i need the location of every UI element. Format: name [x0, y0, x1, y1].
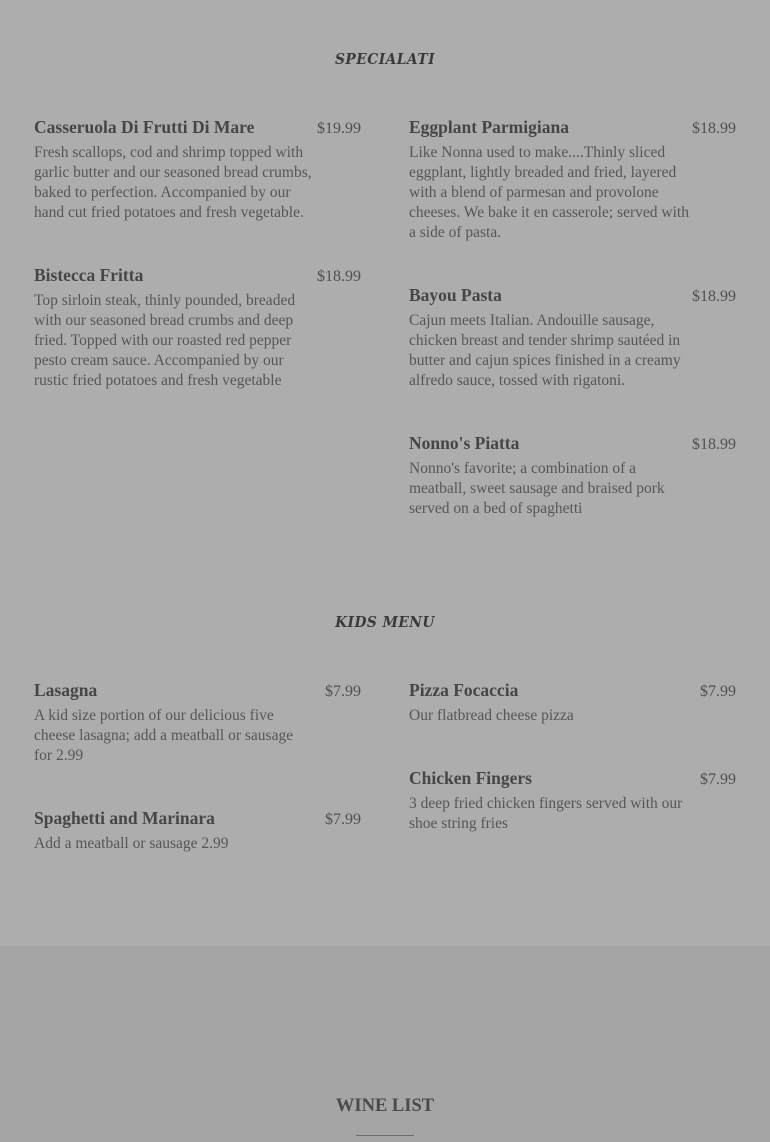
- menu-item-description: Top sirloin steak, thinly pounded, breaded with our seasoned bread crumbs and deep fried. Topped with our roasted red pepper pesto cream sauce. Accompanied by our rustic fried potatoes and fresh vegetable: [34, 292, 296, 389]
- menu-item-name: Nonno's Piatta: [409, 433, 520, 453]
- menu-item-name: Eggplant Parmigiana: [409, 117, 569, 137]
- menu-item-name: Pizza Focaccia: [409, 680, 519, 700]
- menu-item-price: $7.99: [325, 683, 361, 700]
- menu-item-price: $7.99: [700, 683, 736, 700]
- wine-list-title: WINE LIST: [335, 1096, 435, 1116]
- kids-menu-title: KIDS MENU: [335, 613, 435, 631]
- menu-item-description: A kid size portion of our delicious five cheese lasagna; add a meatball or sausage for 2.99: [34, 707, 294, 764]
- menu-item-description: 3 deep fried chicken fingers served with our shoe string fries: [409, 795, 683, 832]
- menu-item-name: Spaghetti and Marinara: [34, 808, 215, 828]
- menu-item-name: Casseruola Di Frutti Di Mare: [34, 117, 255, 137]
- menu-item: [34, 265, 361, 391]
- menu-item: [34, 680, 361, 766]
- kids-menu-left-column: [34, 680, 361, 896]
- menu-item-price: $19.99: [317, 120, 361, 137]
- menu-item-price: $7.99: [325, 811, 361, 828]
- menu-item-description: Nonno's favorite; a combination of a meatball, sweet sausage and braised pork served on a bed of spaghetti: [409, 460, 665, 517]
- wine-list-section: [0, 946, 770, 1142]
- menu-item-description: Our flatbread cheese pizza: [409, 707, 574, 724]
- specialati-left-column: [34, 117, 361, 433]
- kids-menu-right-column: [409, 680, 736, 876]
- menu-item: [409, 680, 736, 726]
- menu-item-description: Fresh scallops, cod and shrimp topped with garlic butter and our seasoned bread crumbs, baked to perfection. Accompanied by our hand cut fried potatoes and fresh vegetable.: [34, 144, 312, 221]
- wine-list-divider: [356, 1135, 414, 1136]
- menu-item-price: $18.99: [692, 120, 736, 137]
- menu-item: [409, 285, 736, 391]
- menu-item: [409, 117, 736, 243]
- specialati-right-column: [409, 117, 736, 561]
- menu-item-price: $18.99: [317, 268, 361, 285]
- specialati-title: SPECIALATI: [335, 50, 435, 68]
- menu-item-name: Bayou Pasta: [409, 285, 502, 305]
- menu-item-name: Bistecca Fritta: [34, 265, 144, 285]
- menu-item-price: $18.99: [692, 288, 736, 305]
- menu-item-price: $7.99: [700, 771, 736, 788]
- menu-item: [409, 433, 736, 519]
- menu-item: [409, 768, 736, 834]
- menu-item-name: Lasagna: [34, 680, 98, 700]
- menu-item-name: Chicken Fingers: [409, 768, 532, 788]
- menu-item-description: Cajun meets Italian. Andouille sausage, chicken breast and tender shrimp sautéed in butter and cajun spices finished in a creamy alfredo sauce, tossed with rigatoni.: [409, 312, 681, 389]
- menu-item-description: Like Nonna used to make....Thinly sliced eggplant, lightly breaded and fried, layered with a blend of parmesan and provolone cheeses. We bake it en casserole; served with a side of pasta.: [409, 144, 689, 241]
- menu-item-price: $18.99: [692, 436, 736, 453]
- menu-item: [34, 808, 361, 854]
- menu-item: [34, 117, 361, 223]
- menu-item-description: Add a meatball or sausage 2.99: [34, 835, 229, 852]
